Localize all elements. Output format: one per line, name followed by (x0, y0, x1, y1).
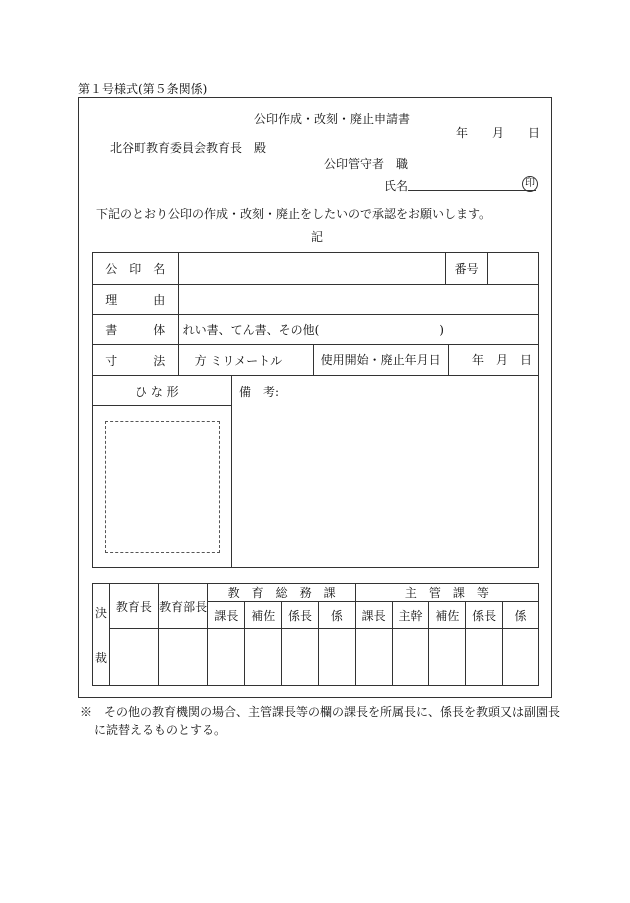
approval-stamp-cell[interactable] (318, 629, 355, 686)
approval-stamp-cell[interactable] (245, 629, 282, 686)
kyoikucho-label: 教育長 (109, 584, 158, 629)
sample-box[interactable] (105, 421, 220, 553)
approval-stamp-cell[interactable] (282, 629, 319, 686)
soumu-header: 教 育 総 務 課 (208, 584, 355, 602)
sample-header-line (92, 405, 231, 406)
seal-mark: 印 (522, 176, 538, 192)
form-number-label: 第１号様式(第５条関係) (78, 82, 208, 96)
script-label: 書 体 (93, 315, 179, 345)
approval-stamp-cell[interactable] (208, 629, 245, 686)
number-field[interactable] (488, 253, 539, 285)
shukan-role: 係長 (466, 602, 503, 629)
footnote-line-1: ※ その他の教育機関の場合、主管課長等の欄の課長を所属長に、係長を教頭又は副園長 (80, 705, 561, 719)
date-label: 使用開始・廃止年月日 (313, 345, 448, 375)
approval-stamp-cell[interactable] (109, 629, 158, 686)
soumu-role: 補佐 (245, 602, 282, 629)
kessai-char-2: 裁 (94, 650, 107, 665)
shukan-role: 係 (503, 602, 539, 629)
number-label: 番号 (446, 253, 488, 285)
form-title: 公印作成・改刻・廃止申請書 (254, 112, 411, 126)
shukan-role: 補佐 (429, 602, 466, 629)
soumu-role: 課長 (208, 602, 245, 629)
shukan-role: 主幹 (392, 602, 429, 629)
reason-label: 理 由 (93, 285, 179, 315)
kessai-char-1: 決 (94, 605, 107, 620)
name-label: 氏名 (384, 179, 409, 193)
reason-field[interactable] (178, 285, 538, 315)
approval-stamp-cell[interactable] (429, 629, 466, 686)
ki-label: 記 (311, 230, 324, 244)
shukan-role: 課長 (355, 602, 392, 629)
shukan-header: 主 管 課 等 (355, 584, 538, 602)
custodian-label: 公印管守者 職 (324, 157, 409, 171)
name-field-line (408, 190, 536, 191)
approval-stamp-cell[interactable] (158, 629, 208, 686)
detail-table (92, 252, 539, 376)
sample-label: ひ な 形 (135, 385, 179, 399)
approval-table (92, 583, 539, 686)
seal-name-label: 公 印 名 (93, 253, 179, 285)
approval-stamp-cell[interactable] (503, 629, 539, 686)
remarks-label: 備 考: (239, 385, 280, 399)
kyoikubucho-label: 教育部長 (158, 584, 208, 629)
approval-stamp-cell[interactable] (466, 629, 503, 686)
approval-stamp-cell[interactable] (355, 629, 392, 686)
soumu-role: 係 (318, 602, 355, 629)
size-label: 寸 法 (93, 345, 179, 376)
addressee: 北谷町教育委員会教育長 殿 (110, 141, 267, 155)
sample-divider (231, 375, 232, 568)
script-options[interactable]: れい書、てん書、その他( ) (178, 315, 538, 345)
request-text: 下記のとおり公印の作成・改刻・廃止をしたいので承認をお願いします。 (96, 207, 492, 221)
seal-name-field[interactable] (178, 253, 446, 285)
footnote-line-2: に読替えるものとする。 (94, 723, 227, 737)
date-line: 年 月 日 (456, 126, 541, 140)
soumu-role: 係長 (282, 602, 319, 629)
date-value[interactable]: 年 月 日 (448, 345, 538, 375)
approval-stamp-cell[interactable] (392, 629, 429, 686)
size-value[interactable]: 方 ミリメートル (194, 353, 283, 368)
